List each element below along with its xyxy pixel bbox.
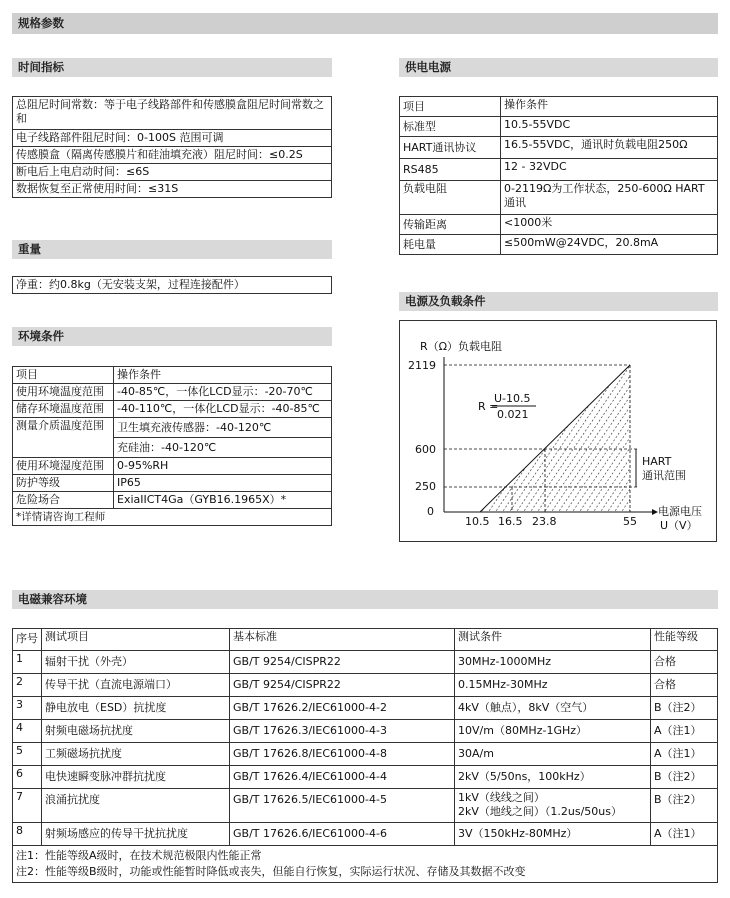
hatch-line [529,321,679,514]
env-cell: 充硅油：-40-120℃ [114,438,332,458]
emc-cell [455,789,651,823]
emc-cell-line: 1kV（线线之间） [458,791,545,804]
hatch-line [515,321,665,514]
emc-cell: A（注1） [651,823,718,846]
emc-cell: GB/T 17626.5/IEC61000-4-5 [230,789,455,823]
chart-formula-num: U-10.5 [494,392,531,405]
emc-cell: 30MHz-1000MHz [455,651,651,674]
hatch-line [676,321,718,514]
emc-cell: 10V/m（80MHz-1GHz） [455,720,651,743]
hatch-line [690,321,718,514]
hatch-line [683,321,718,514]
power-cell: ≤500mW@24VDC，20.8mA [501,235,718,255]
time-section-title: 时间指标 [12,58,332,77]
emc-note-1: 注1：性能等级A级时，在技术规范极限内性能正常 [16,849,262,862]
emc-cell: 7 [13,789,42,823]
hatch-line [599,321,718,514]
env-cell: 防护等级 [13,475,114,492]
emc-cell: 3 [13,697,42,720]
power-cell: 16.5-55VDC，通讯时负载电阻250Ω [501,137,718,159]
hatch-line [627,321,718,514]
hatch-line [655,321,718,514]
hatch-line [564,321,714,514]
power-cell: HART通讯协议 [400,137,501,159]
emc-cell: 电快速瞬变脉冲群抗扰度 [42,766,230,789]
emc-cell: 4kV（触点），8kV（空气） [455,697,651,720]
chart-ylabel: R（Ω）负载电阻 [420,340,503,353]
emc-cell: B（注2） [651,789,718,823]
power-cell: <1000米 [501,215,718,235]
emc-cell: 射频场感应的传导干扰抗扰度 [42,823,230,846]
emc-cell: A（注1） [651,720,718,743]
hatch-line [400,321,413,514]
env-cell: 储存环境温度范围 [13,401,114,418]
chart-formula-den: 0.021 [497,408,529,421]
emc-cell: 30A/m [455,743,651,766]
emc-cell: GB/T 17626.2/IEC61000-4-2 [230,697,455,720]
emc-cell: 0.15MHz-30MHz [455,674,651,697]
load-chart-labels [408,339,702,532]
env-cell: IP65 [114,475,332,492]
env-cell: 危险场合 [13,492,114,509]
hatch-line [711,321,718,514]
chart-ytick-250: 250 [415,480,436,493]
emc-cell: 4 [13,720,42,743]
env-header-cond: 操作条件 [114,367,332,384]
emc-cell: 合格 [651,651,718,674]
emc-header: 基本标准 [230,629,455,651]
chart-load-line [480,365,630,512]
emc-cell: GB/T 17626.4/IEC61000-4-4 [230,766,455,789]
power-cell: 标准型 [400,117,501,137]
hatch-line [704,321,718,514]
hatch-line [543,321,693,514]
hatch-line [585,321,718,514]
chart-xtick-23.8: 23.8 [532,515,557,528]
power-header-cond: 操作条件 [501,97,718,117]
emc-cell: 传导干扰（直流电源端口） [42,674,230,697]
time-row: 数据恢复至正常使用时间：≤31S [13,181,332,198]
hatch-line [536,321,686,514]
chart-ytick-600: 600 [415,443,436,456]
emc-notes [13,846,718,883]
hatch-line [613,321,718,514]
hatch-line [620,321,718,514]
chart-formula-r: R = [478,400,499,413]
env-cell: 使用环境温度范围 [13,384,114,401]
emc-cell: GB/T 17626.6/IEC61000-4-6 [230,823,455,846]
chart-hart-2: 通讯范围 [642,469,686,482]
chart-hart-1: HART [642,455,672,468]
env-table [12,366,332,526]
env-cell: 测量介质温度范围 [13,418,114,458]
chart-xlabel-2: U（V） [660,519,698,532]
emc-cell: 5 [13,743,42,766]
hatch-line [522,321,672,514]
chart-xtick-55: 55 [623,515,637,528]
hatch-line [641,321,718,514]
emc-cell: B（注2） [651,766,718,789]
page-title: 规格参数 [12,13,718,34]
env-cell: -40-85℃，一体化LCD显示：-20-70℃ [114,384,332,401]
hatch-line [571,321,718,514]
emc-cell: 6 [13,766,42,789]
emc-cell: 1 [13,651,42,674]
weight-section-title: 重量 [12,240,332,259]
emc-cell: 8 [13,823,42,846]
power-cell: 负载电阻 [400,181,501,215]
emc-cell: GB/T 9254/CISPR22 [230,651,455,674]
hatch-line [557,321,707,514]
time-row: 电子线路部件阻尼时间：0-100S 范围可调 [13,130,332,147]
emc-header: 测试项目 [42,629,230,651]
emc-cell-line: 2kV（地线之间）（1.2us/50us） [458,805,622,818]
power-section-title: 供电电源 [399,58,718,77]
time-row: 总阻尼时间常数：等于电子线路部件和传感膜盒阻尼时间常数之和 [13,97,332,130]
env-cell: 0-95%RH [114,458,332,475]
load-section-title: 电源及负载条件 [399,292,718,311]
chart-xlabel-1: 电源电压 [658,505,702,518]
power-cell: 10.5-55VDC [501,117,718,137]
emc-cell: 2kV（5/50ns，100kHz） [455,766,651,789]
emc-cell: 3V（150kHz-80MHz） [455,823,651,846]
time-row: 传感膜盒（隔离传感膜片和硅油填充液）阻尼时间：≤0.2S [13,147,332,164]
load-chart [399,320,717,542]
env-cell: -40-110℃，一体化LCD显示：-40-85℃ [114,401,332,418]
hatch-line [669,321,718,514]
hatch-line [697,321,718,514]
chart-ytick-2119: 2119 [408,359,436,372]
emc-cell: 浪涌抗扰度 [42,789,230,823]
weight-table [12,276,332,294]
emc-cell: A（注1） [651,743,718,766]
env-section-title: 环境条件 [12,327,332,346]
env-cell: ExiaIICT4Ga（GYB16.1965X）* [114,492,332,509]
emc-header: 性能等级 [651,629,718,651]
emc-cell: 辐射干扰（外壳） [42,651,230,674]
emc-cell: B（注2） [651,697,718,720]
emc-cell: GB/T 9254/CISPR22 [230,674,455,697]
emc-cell: GB/T 17626.8/IEC61000-4-8 [230,743,455,766]
env-note: *详情请咨询工程师 [13,509,332,526]
power-cell: 12 - 32VDC [501,159,718,181]
power-header-item: 项目 [400,97,501,117]
emc-cell: 2 [13,674,42,697]
hatch-line [634,321,718,514]
power-cell: 传输距离 [400,215,501,235]
hatch-line [578,321,718,514]
hatch-line [648,321,718,514]
emc-note-2: 注2：性能等级B级时，功能或性能暂时降低或丧失，但能自行恢复，实际运行状况、存储及其数据不改变 [16,865,526,878]
weight-row: 净重：约0.8kg（无安装支架，过程连接配件） [13,277,332,294]
emc-cell: GB/T 17626.3/IEC61000-4-3 [230,720,455,743]
emc-header: 测试条件 [455,629,651,651]
emc-table [12,628,718,883]
time-table [12,96,332,198]
emc-section-title: 电磁兼容环境 [12,590,718,609]
emc-cell: 工频磁场抗扰度 [42,743,230,766]
env-cell: 卫生填充液传感器：-40-120℃ [114,418,332,438]
chart-xtick-10.5: 10.5 [465,515,490,528]
power-cell: 耗电量 [400,235,501,255]
power-cell: 0-2119Ω为工作状态，250-600Ω HART通讯 [501,181,718,215]
load-chart-lines [444,357,658,515]
emc-header: 序号 [13,629,42,651]
hatch-line [400,321,406,514]
power-table [399,96,718,255]
env-cell: 使用环境湿度范围 [13,458,114,475]
time-row: 断电后上电启动时间：≤6S [13,164,332,181]
hatch-line [550,321,700,514]
chart-ytick-0: 0 [427,505,434,518]
emc-cell: 静电放电（ESD）抗扰度 [42,697,230,720]
env-header-item: 项目 [13,367,114,384]
hatch-line [592,321,718,514]
load-chart-svg [400,321,718,543]
hatch-line [662,321,718,514]
emc-cell: 射频电磁场抗扰度 [42,720,230,743]
chart-xtick-16.5: 16.5 [498,515,523,528]
emc-cell: 合格 [651,674,718,697]
power-cell: RS485 [400,159,501,181]
